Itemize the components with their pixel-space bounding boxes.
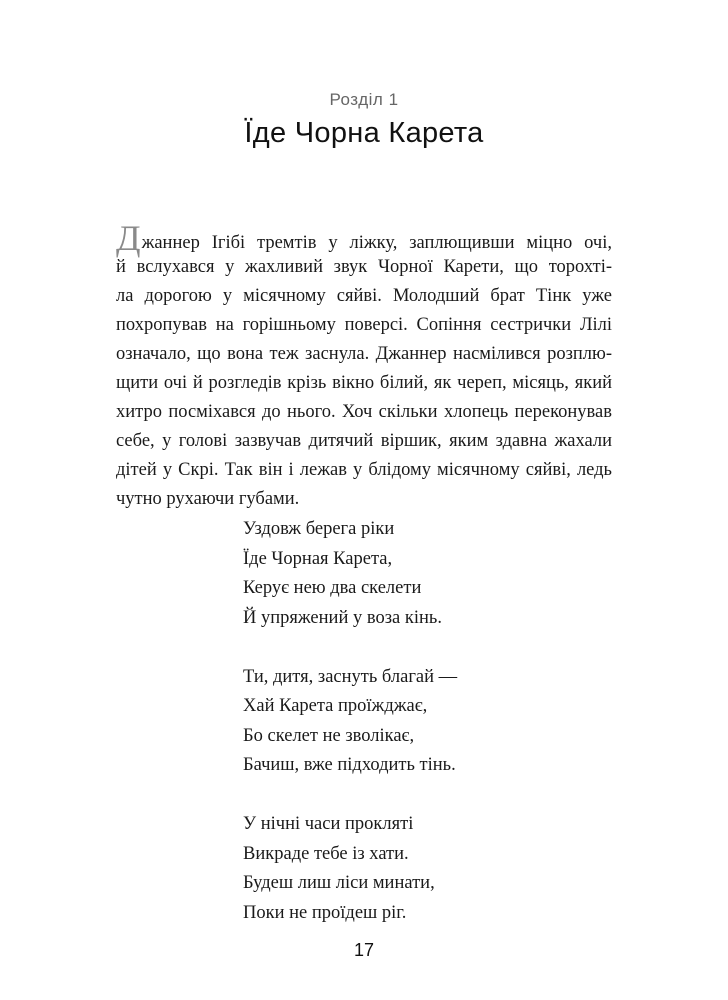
poem-line: Бо скелет не зволікає,	[243, 725, 415, 746]
paragraph-line: похропував на горішньому поверсі. Сопіння сестрички Лілі	[116, 315, 612, 335]
paragraph-line-text: жаннер Ігібі тремтів у ліжку, заплющивши міцно очі,	[141, 233, 612, 253]
paragraph-line: щити очі й розгледів крізь вікно білий, як череп, місяць, який	[116, 373, 612, 393]
poem-line: У нічні часи прокляті	[243, 814, 414, 834]
poem-stanza	[243, 810, 543, 928]
poem-line: Хай Карета проїжджає,	[243, 696, 428, 716]
poem-stanza	[243, 515, 543, 633]
poem-stanza	[243, 663, 543, 781]
poem-line: Викраде тебе із хати.	[243, 843, 409, 864]
paragraph-line: означало, що вона теж заснула. Джаннер насмілився розплю-	[116, 344, 612, 364]
paragraph-line	[116, 218, 612, 258]
poem-line: Будеш лиш ліси минати,	[243, 873, 435, 893]
chapter-title: Їде Чорна Карета	[244, 117, 484, 149]
poem-line: Керує нею два скелети	[243, 578, 422, 598]
opening-paragraph	[116, 218, 612, 514]
poem	[243, 515, 543, 958]
poem-line: Їде Чорная Карета,	[243, 548, 393, 569]
paragraph-line: й вслухався у жахливий звук Чорної Карети, що торохті-	[116, 257, 612, 277]
paragraph-line: чутно рухаючи губами.	[116, 489, 300, 509]
paragraph-line: ла дорогою у місячному сяйві. Молодший брат Тінк уже	[116, 286, 612, 306]
paragraph-line: дітей у Скрі. Так він і лежав у блідому місячному сяйві, ледь	[116, 460, 612, 480]
page-number: 17	[353, 940, 375, 960]
poem-line: Й упряжений у воза кінь.	[243, 607, 442, 628]
poem-line: Ти, дитя, заснуть благай —	[243, 666, 458, 687]
drop-initial: Д	[116, 218, 141, 258]
poem-line: Поки не проїдеш ріг.	[243, 902, 407, 923]
poem-line: Бачиш, вже підходить тінь.	[243, 755, 456, 775]
paragraph-line: себе, у голові зазвучав дитячий віршик, яким здавна жахали	[116, 431, 612, 451]
chapter-label: Розділ 1	[329, 90, 399, 109]
poem-line: Уздовж берега ріки	[243, 519, 395, 539]
paragraph-line: хитро посміхався до нього. Хоч скільки хлопець переконував	[116, 402, 612, 422]
